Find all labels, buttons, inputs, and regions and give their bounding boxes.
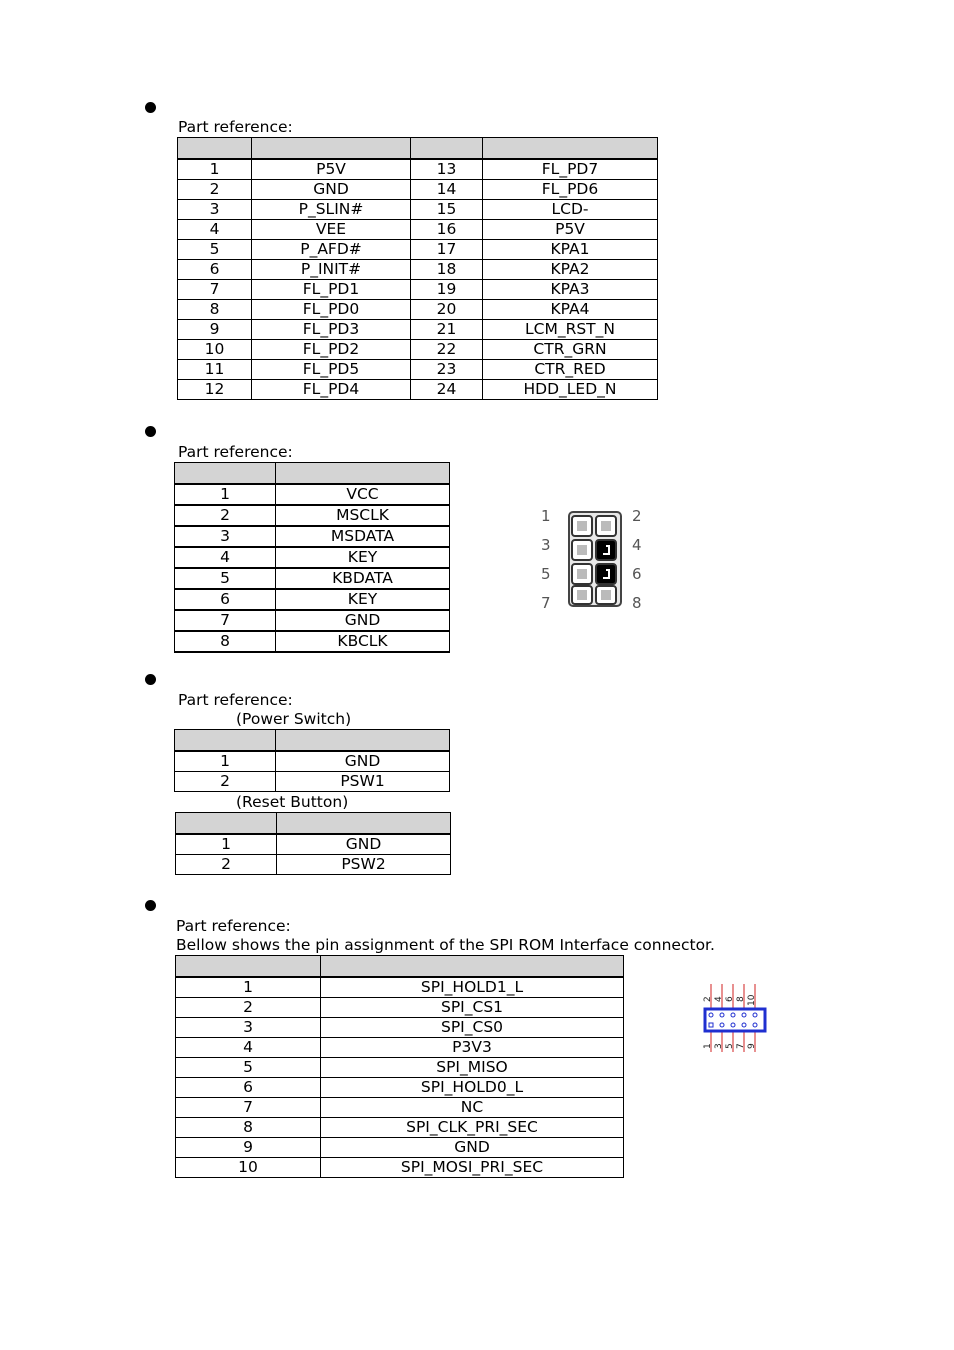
spi-pin-label-9: 9 [747,1043,757,1049]
spi-rom-pin-table [175,955,624,1178]
pin-number-cell: 2 [178,180,252,200]
pin-label-6: 6 [632,565,642,583]
spi-pin-label-10: 10 [747,994,757,1006]
signal-name-cell: NC [321,1098,624,1118]
table-row [176,1058,624,1078]
table-row [178,340,658,360]
pin-number-cell: 9 [176,1138,321,1158]
pin-number-cell: 1 [175,751,276,772]
signal-name-cell: P3V3 [321,1038,624,1058]
pin-number-cell: 3 [176,1018,321,1038]
table-row [176,1018,624,1038]
table-header-cell [411,138,483,160]
signal-name-cell: P_INIT# [252,260,411,280]
signal-name-cell: GND [277,834,451,855]
signal-name-cell: P_AFD# [252,240,411,260]
section-3-part-reference: Part reference: [178,691,293,709]
table-row [175,547,450,568]
pin-number-cell: 6 [176,1078,321,1098]
pin-number-cell: 4 [175,547,276,568]
signal-name-cell: MSCLK [276,505,450,526]
signal-name-cell: KEY [276,589,450,610]
pin-label-2: 2 [632,507,642,525]
power-switch-label: (Power Switch) [236,710,352,728]
signal-name-cell: HDD_LED_N [483,380,658,400]
pin-number-cell: 17 [411,240,483,260]
signal-name-cell: SPI_MISO [321,1058,624,1078]
pin-label-1: 1 [541,507,551,525]
section-1-bullet [145,102,156,113]
pin-number-cell: 14 [411,180,483,200]
pin-number-cell: 8 [175,631,276,652]
pin-number-cell: 22 [411,340,483,360]
spi-pin-label-6: 6 [725,996,735,1002]
table-row [176,1118,624,1138]
pin-number-cell: 1 [178,159,252,180]
signal-name-cell: PSW1 [276,772,450,792]
signal-name-cell: LCM_RST_N [483,320,658,340]
reset-button-label: (Reset Button) [236,793,349,811]
pin-number-cell: 8 [178,300,252,320]
pin-number-cell: 6 [175,589,276,610]
signal-name-cell: SPI_HOLD0_L [321,1078,624,1098]
table-row [178,200,658,220]
section-2-bullet [145,426,156,437]
pin-number-cell: 2 [176,998,321,1018]
signal-name-cell: SPI_CLK_PRI_SEC [321,1118,624,1138]
table-row [178,240,658,260]
pin-label-8: 8 [632,594,642,612]
signal-name-cell: FL_PD5 [252,360,411,380]
signal-name-cell: KBDATA [276,568,450,589]
table-header-cell [252,138,411,160]
pin-label-3: 3 [541,536,551,554]
section-1-pin-table [177,137,658,400]
table-row [176,1038,624,1058]
section-3-bullet [145,674,156,685]
signal-name-cell: SPI_HOLD1_L [321,977,624,998]
signal-name-cell: KPA3 [483,280,658,300]
pin-number-cell: 7 [175,610,276,631]
keyboard-mouse-header-diagram [535,502,655,612]
table-row [175,589,450,610]
spi-pin-label-5: 5 [725,1043,735,1049]
pin-number-cell: 6 [178,260,252,280]
table-row [178,159,658,180]
table-row [178,360,658,380]
signal-name-cell: PSW2 [277,855,451,875]
signal-name-cell: P5V [252,159,411,180]
pin-number-cell: 19 [411,280,483,300]
pin-number-cell: 7 [178,280,252,300]
table-row [178,300,658,320]
signal-name-cell: KPA2 [483,260,658,280]
signal-name-cell: FL_PD7 [483,159,658,180]
section-4-part-reference: Part reference: [176,917,291,935]
signal-name-cell: KPA4 [483,300,658,320]
table-row [175,631,450,652]
table-row [175,526,450,547]
signal-name-cell: CTR_RED [483,360,658,380]
pin-number-cell: 1 [175,484,276,505]
spi-pin-label-8: 8 [736,996,746,1002]
signal-name-cell: FL_PD3 [252,320,411,340]
signal-name-cell: SPI_CS0 [321,1018,624,1038]
table-row [175,772,450,792]
table-row [176,977,624,998]
pin-number-cell: 7 [176,1098,321,1118]
pin-number-cell: 18 [411,260,483,280]
signal-name-cell: GND [276,751,450,772]
pin-number-cell: 24 [411,380,483,400]
table-row [178,260,658,280]
pin-number-cell: 21 [411,320,483,340]
section-4-bullet [145,900,156,911]
table-row [178,180,658,200]
table-row [176,1098,624,1118]
spi-pin-label-3: 3 [714,1043,724,1049]
pin-number-cell: 8 [176,1118,321,1138]
table-header-cell [321,956,624,978]
pin-number-cell: 5 [175,568,276,589]
table-row [175,751,450,772]
signal-name-cell: SPI_CS1 [321,998,624,1018]
signal-name-cell: VEE [252,220,411,240]
pin-number-cell: 11 [178,360,252,380]
pin-label-7: 7 [541,594,551,612]
table-row [178,220,658,240]
pin-number-cell: 15 [411,200,483,220]
pin-number-cell: 2 [175,505,276,526]
table-row [176,1158,624,1178]
signal-name-cell: FL_PD6 [483,180,658,200]
table-header-cell [483,138,658,160]
spi-pin-label-1: 1 [703,1043,713,1049]
section-4-description: Bellow shows the pin assignment of the SPI ROM Interface connector. [176,936,715,954]
section-1-part-reference: Part reference: [178,118,293,136]
pin-number-cell: 12 [178,380,252,400]
signal-name-cell: MSDATA [276,526,450,547]
table-header-cell [277,813,451,835]
pin-number-cell: 4 [176,1038,321,1058]
pin-number-cell: 1 [176,977,321,998]
table-row [175,610,450,631]
table-header-cell [276,730,450,752]
table-header-cell [176,813,277,835]
pin-number-cell: 23 [411,360,483,380]
table-header-cell [176,956,321,978]
power-switch-pin-table [174,729,450,792]
signal-name-cell: LCD- [483,200,658,220]
table-row [176,834,451,855]
signal-name-cell: SPI_MOSI_PRI_SEC [321,1158,624,1178]
section-2-pin-table [174,462,450,653]
table-header-cell [175,730,276,752]
signal-name-cell: GND [276,610,450,631]
section-2-part-reference: Part reference: [178,443,293,461]
pin-number-cell: 10 [178,340,252,360]
spi-pin-label-7: 7 [736,1043,746,1049]
table-row [176,998,624,1018]
pin-number-cell: 20 [411,300,483,320]
pin-number-cell: 2 [176,855,277,875]
pin-number-cell: 2 [175,772,276,792]
signal-name-cell: P5V [483,220,658,240]
table-row [178,280,658,300]
signal-name-cell: P_SLIN# [252,200,411,220]
signal-name-cell: GND [321,1138,624,1158]
pin-number-cell: 4 [178,220,252,240]
signal-name-cell: GND [252,180,411,200]
signal-name-cell: KBCLK [276,631,450,652]
signal-name-cell: KEY [276,547,450,568]
pin-label-4: 4 [632,536,642,554]
table-row [176,855,451,875]
reset-button-pin-table [175,812,451,875]
pin-number-cell: 9 [178,320,252,340]
signal-name-cell: KPA1 [483,240,658,260]
signal-name-cell: FL_PD1 [252,280,411,300]
signal-name-cell: FL_PD4 [252,380,411,400]
table-row [176,1138,624,1158]
signal-name-cell: CTR_GRN [483,340,658,360]
signal-name-cell: FL_PD0 [252,300,411,320]
pin-number-cell: 3 [175,526,276,547]
pin-number-cell: 16 [411,220,483,240]
table-row [176,1078,624,1098]
table-row [175,484,450,505]
pin-label-5: 5 [541,565,551,583]
spi-pin-label-2: 2 [703,996,713,1002]
signal-name-cell: VCC [276,484,450,505]
pin-number-cell: 13 [411,159,483,180]
pin-number-cell: 1 [176,834,277,855]
pin-number-cell: 3 [178,200,252,220]
spi-pin-label-4: 4 [714,996,724,1002]
table-row [175,568,450,589]
signal-name-cell: FL_PD2 [252,340,411,360]
table-row [178,320,658,340]
pin-number-cell: 10 [176,1158,321,1178]
pin-number-cell: 5 [178,240,252,260]
table-header-cell [178,138,252,160]
table-row [178,380,658,400]
table-header-cell [175,463,276,485]
pin-number-cell: 5 [176,1058,321,1078]
table-header-cell [276,463,450,485]
table-row [175,505,450,526]
spi-rom-header-diagram [698,982,770,1054]
